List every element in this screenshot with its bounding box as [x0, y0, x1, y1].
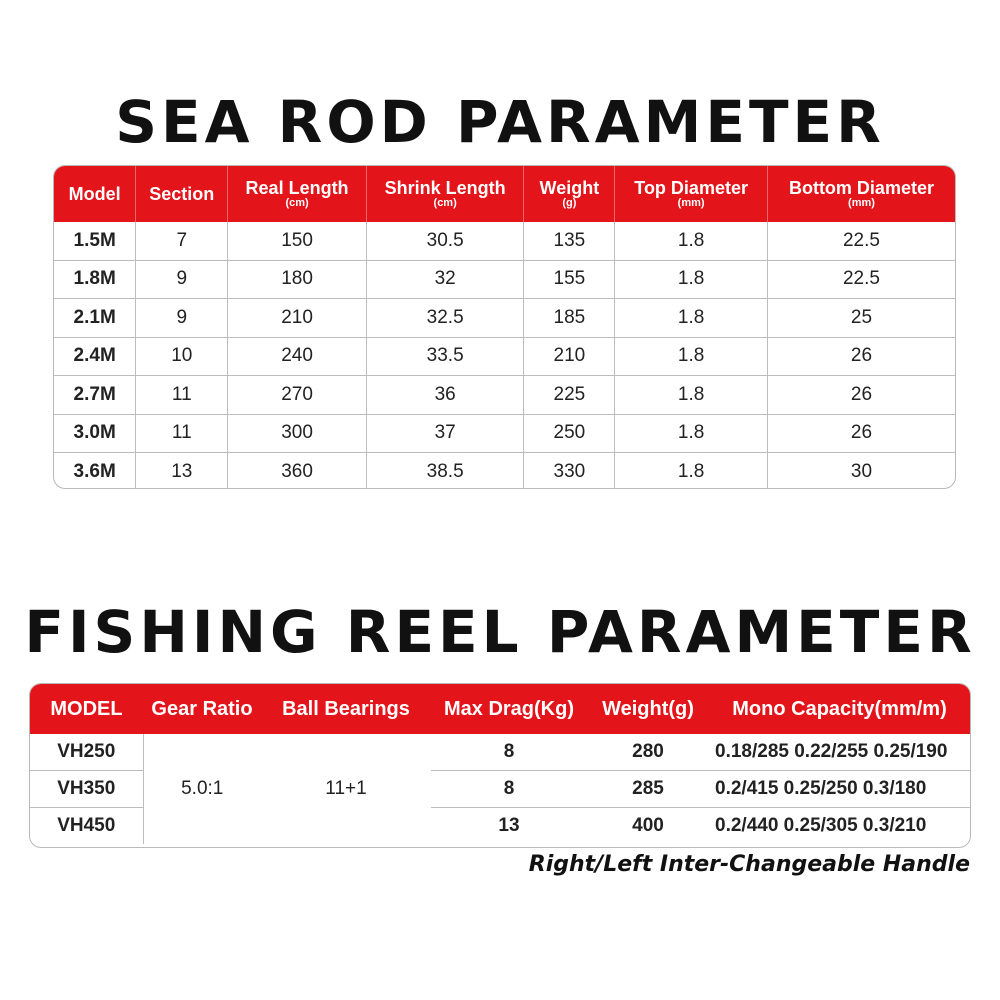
table-row	[30, 734, 970, 771]
rod-model-cell: 3.0M	[54, 414, 136, 453]
table-cell: 11	[136, 414, 228, 453]
handle-note: Right/Left Inter-Changeable Handle	[528, 852, 970, 877]
table-cell: 22.5	[767, 260, 955, 299]
table-row	[54, 376, 955, 415]
table-cell: 360	[228, 453, 367, 490]
table-cell: 330	[524, 453, 615, 490]
table-cell: 185	[524, 299, 615, 338]
table-cell: 150	[228, 222, 367, 260]
table-cell: 22.5	[842, 229, 880, 251]
table-cell: 26	[767, 414, 955, 453]
table-cell: 240	[228, 337, 367, 376]
rod-header-top-diameter: Top Diameter (mm)	[615, 166, 768, 222]
table-cell: 26	[767, 337, 955, 376]
mono-capacity-cell: 0.2/415 0.25/250 0.3/180	[709, 771, 970, 808]
rod-model-cell: 2.4M	[54, 337, 136, 376]
table-cell: 10	[136, 337, 228, 376]
table-cell: 300	[228, 414, 367, 453]
reel-header-mono-capacity: Mono Capacity(mm/m)	[709, 684, 970, 734]
max-drag-cell: 8	[503, 741, 515, 762]
table-cell: 30	[767, 453, 955, 490]
rod-model-cell: 2.7M	[54, 376, 136, 415]
table-cell: 210	[228, 299, 367, 338]
reel-model-cell: VH250	[30, 734, 143, 771]
table-row	[54, 414, 955, 453]
reel-model-cell: VH350	[30, 771, 143, 808]
rod-parameter-table	[53, 165, 956, 489]
table-cell: 1.8	[615, 337, 768, 376]
max-drag-cell: 13	[431, 808, 587, 845]
rod-model-cell: 1.8M	[54, 260, 136, 299]
table-cell: 13	[136, 453, 228, 490]
table-cell: 11	[136, 376, 228, 415]
table-cell: 1.8	[615, 299, 768, 338]
rod-header-model: Model	[54, 166, 136, 222]
table-cell: 1.8	[615, 453, 768, 490]
reel-section-title: FISHING REEL PARAMETER	[24, 598, 976, 666]
table-cell: 25	[767, 299, 955, 338]
table-cell: 155	[524, 260, 615, 299]
rod-model-cell: 2.1M	[54, 299, 136, 338]
table-cell: 7	[136, 222, 228, 260]
table-cell: 37	[366, 414, 524, 453]
table-cell: 225	[524, 376, 615, 415]
table-cell: 250	[524, 414, 615, 453]
table-row	[54, 222, 955, 260]
table-cell: 9	[136, 260, 228, 299]
table-cell: 135	[524, 222, 615, 260]
table-cell: 36	[366, 376, 524, 415]
table-row	[54, 260, 955, 299]
table-cell: 30.5	[366, 222, 524, 260]
reel-header-gear-ratio: Gear Ratio	[143, 684, 261, 734]
table-cell: 1.8	[615, 260, 768, 299]
weight-cell: 280	[632, 741, 664, 762]
table-cell: 9	[136, 299, 228, 338]
table-cell: 32	[366, 260, 524, 299]
reel-header-weight: Weight(g)	[587, 684, 709, 734]
table-cell: 26	[767, 376, 955, 415]
table-cell: 1.8	[615, 222, 768, 260]
rod-header-real-length: Real Length (cm)	[228, 166, 367, 222]
rod-model-cell: 1.5M	[54, 222, 136, 260]
table-cell: 1.8	[615, 414, 768, 453]
max-drag-cell: 8	[431, 771, 587, 808]
reel-model-cell: VH450	[30, 808, 143, 845]
rod-header-weight: Weight (g)	[524, 166, 615, 222]
reel-parameter-table	[29, 683, 971, 848]
weight-cell: 400	[587, 808, 709, 845]
table-cell: 33.5	[366, 337, 524, 376]
table-cell: 270	[228, 376, 367, 415]
gear-ratio-cell: 5.0:1	[181, 778, 224, 799]
weight-cell: 285	[587, 771, 709, 808]
table-cell: 210	[524, 337, 615, 376]
rod-header-shrink-length: Shrink Length (cm)	[366, 166, 524, 222]
reel-header-row	[30, 684, 970, 734]
ball-bearings-cell: 11+1	[325, 778, 367, 799]
reel-header-model: MODEL	[30, 684, 143, 734]
table-row	[54, 337, 955, 376]
rod-model-cell: 3.6M	[54, 453, 136, 490]
table-cell: 180	[228, 260, 367, 299]
rod-header-bottom-diameter: Bottom Diameter (mm)	[767, 166, 955, 222]
rod-header-section: Section	[136, 166, 228, 222]
mono-capacity-cell: 0.18/285 0.22/255 0.25/190	[715, 741, 948, 762]
mono-capacity-cell: 0.2/440 0.25/305 0.3/210	[709, 808, 970, 845]
rod-section-title: SEA ROD PARAMETER	[115, 88, 885, 156]
rod-header-row	[54, 166, 955, 222]
reel-header-max-drag: Max Drag(Kg)	[431, 684, 587, 734]
reel-header-ball-bearings: Ball Bearings	[261, 684, 431, 734]
table-row	[54, 299, 955, 338]
table-row	[54, 453, 955, 490]
table-cell: 38.5	[366, 453, 524, 490]
table-cell: 1.8	[615, 376, 768, 415]
table-cell: 32.5	[366, 299, 524, 338]
